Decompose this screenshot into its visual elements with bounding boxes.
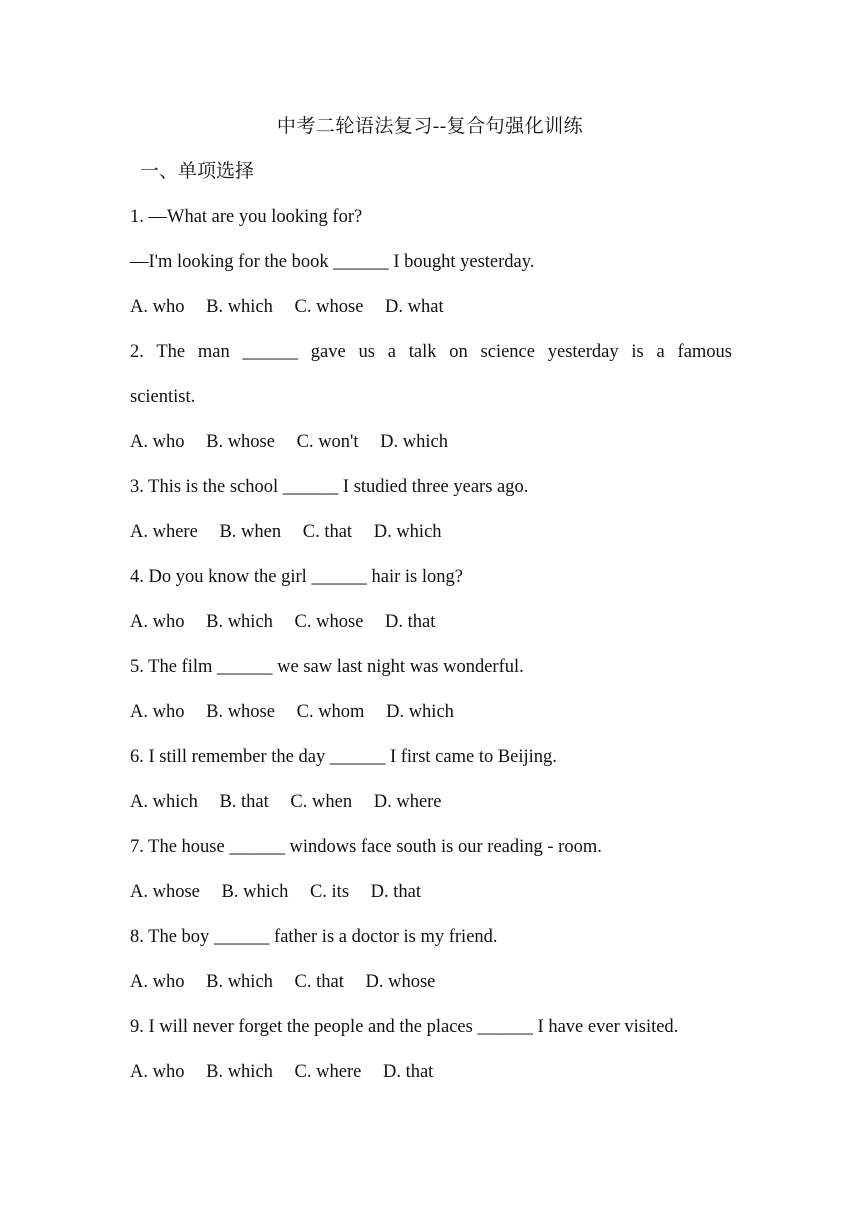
- question-9-options: [130, 1058, 732, 1103]
- question-8-option-d: D. whose: [365, 972, 436, 992]
- question-6-stem: 6. I still remember the day ______ I first came to Beijing.: [130, 747, 557, 767]
- question-3-stem: 3. This is the school ______ I studied three years ago.: [130, 477, 529, 497]
- question-5-option-d: D. which: [386, 702, 454, 722]
- question-9-option-d: D. that: [382, 1062, 434, 1082]
- question-1-option-d: D. what: [385, 297, 444, 317]
- question-9-stem: 9. I will never forget the people and the places ______ I have ever visited.: [130, 1017, 679, 1037]
- question-2-stem-line-2: scientist.: [130, 387, 196, 407]
- question-4-option-a: A. who: [130, 612, 185, 632]
- question-8-stem: 8. The boy ______ father is a doctor is my friend.: [130, 927, 498, 947]
- question-4-option-c: C. whose: [294, 612, 364, 632]
- section-heading: 一、单项选择: [140, 161, 255, 182]
- question-1-option-c: C. whose: [294, 297, 364, 317]
- question-6-option-c: C. when: [290, 792, 353, 812]
- question-9-option-c: C. where: [294, 1062, 362, 1082]
- question-4-option-d: D. that: [385, 612, 436, 632]
- question-1-stem-line-1: 1. —What are you looking for?: [130, 207, 363, 227]
- question-1-stem-line-2: —I'm looking for the book ______ I bought yesterday.: [130, 252, 535, 272]
- question-9-option-a: A. who: [130, 1062, 185, 1082]
- question-2-option-c: C. won't: [296, 432, 359, 452]
- question-1-options: [130, 293, 732, 338]
- question-3-option-b: B. when: [219, 522, 282, 542]
- question-3-option-d: D. which: [373, 522, 442, 542]
- question-6-option-b: B. that: [219, 792, 269, 812]
- question-6-option-d: D. where: [373, 792, 442, 812]
- question-4-stem: 4. Do you know the girl ______ hair is long?: [130, 567, 463, 587]
- question-6-option-a: A. which: [130, 792, 198, 812]
- question-8-options: [130, 968, 732, 1013]
- question-2-stem-line-1: 2. The man ______ gave us a talk on science yesterday is a famous: [130, 342, 732, 362]
- question-6-options: [130, 788, 732, 833]
- question-3-option-a: A. where: [130, 522, 198, 542]
- question-5-options: [130, 698, 732, 743]
- question-list: [130, 203, 732, 1103]
- question-2-option-a: A. who: [130, 432, 185, 452]
- question-1-option-a: A. who: [130, 297, 185, 317]
- question-2-options: [130, 428, 732, 473]
- question-4-options: [130, 608, 732, 653]
- question-3-option-c: C. that: [302, 522, 353, 542]
- question-7-option-d: D. that: [370, 882, 422, 902]
- question-8-option-c: C. that: [294, 972, 344, 992]
- question-7-option-c: C. its: [309, 882, 350, 902]
- question-7-option-a: A. whose: [130, 882, 200, 902]
- question-5-option-a: A. who: [130, 702, 185, 722]
- question-7-option-b: B. which: [221, 882, 289, 902]
- question-2-option-b: B. whose: [206, 432, 275, 452]
- question-2-option-d: D. which: [380, 432, 448, 452]
- question-4-option-b: B. which: [206, 612, 273, 632]
- question-8-option-a: A. who: [130, 972, 185, 992]
- question-1-option-b: B. which: [206, 297, 273, 317]
- question-5-option-c: C. whom: [296, 702, 365, 722]
- question-8-option-b: B. which: [206, 972, 273, 992]
- question-5-option-b: B. whose: [206, 702, 275, 722]
- question-3-options: [130, 518, 732, 563]
- question-7-options: [130, 878, 732, 923]
- question-9-option-b: B. which: [206, 1062, 273, 1082]
- question-5-stem: 5. The film ______ we saw last night was wonderful.: [130, 657, 524, 677]
- page-title: 中考二轮语法复习--复合句强化训练: [276, 116, 584, 137]
- question-7-stem: 7. The house ______ windows face south is our reading - room.: [130, 837, 602, 857]
